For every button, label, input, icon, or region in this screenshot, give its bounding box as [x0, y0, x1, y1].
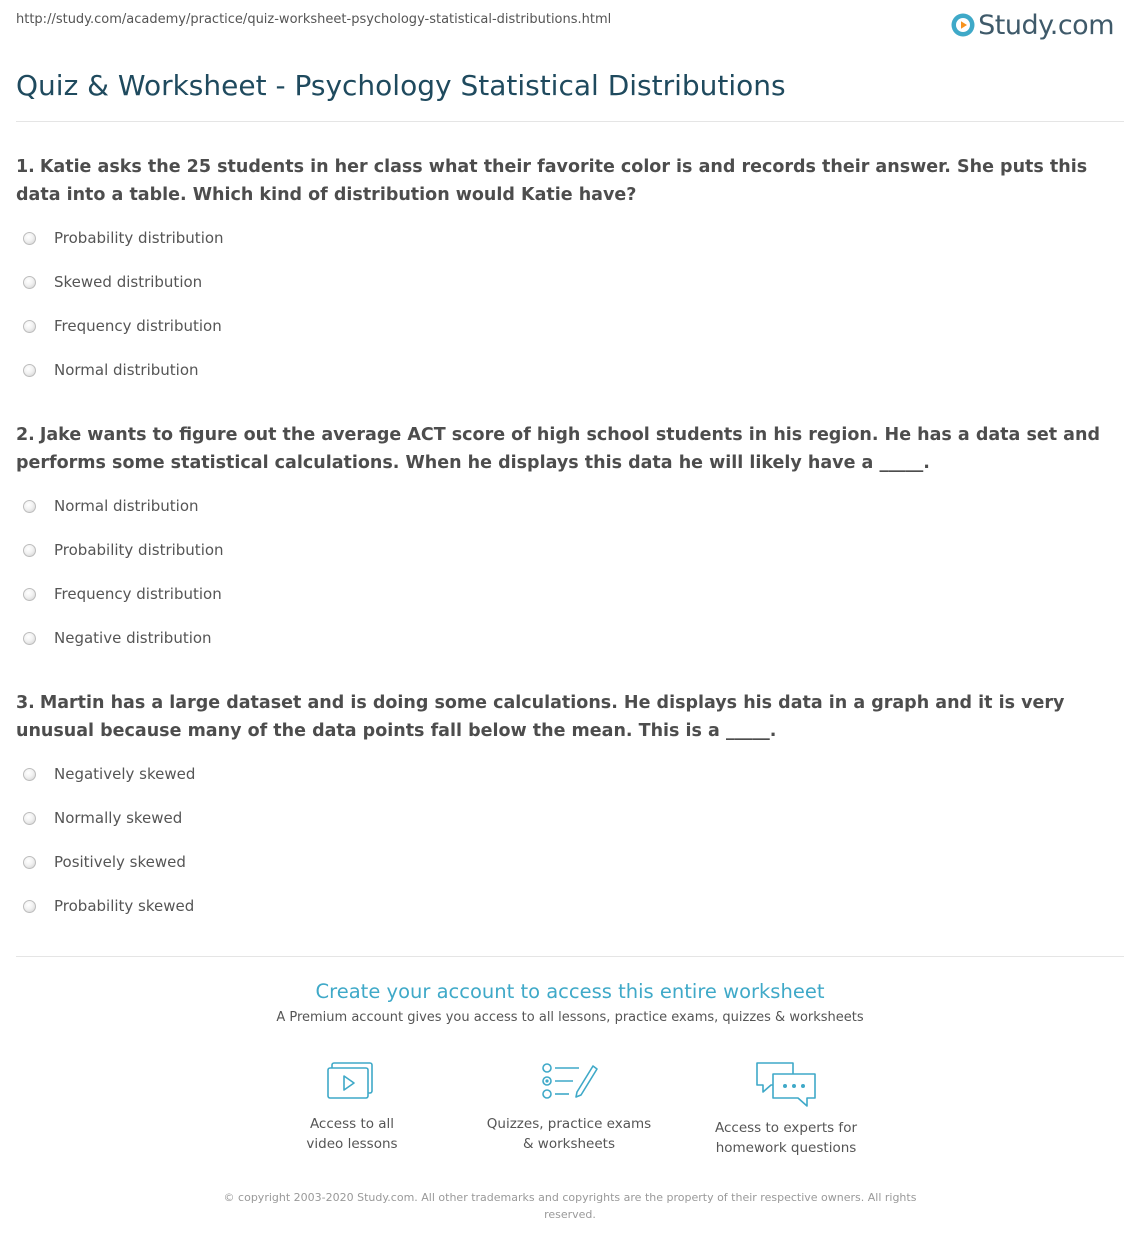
answer-option[interactable]: [16, 260, 1124, 304]
answer-option[interactable]: [16, 216, 1124, 260]
answer-options: [16, 752, 1124, 928]
radio-button[interactable]: [23, 632, 36, 645]
question-body: Martin has a large dataset and is doing some calculations. He displays his data in a graph and it is very unusual because many of the data points fall below the mean. This is a _____.: [16, 693, 1065, 741]
study-logo[interactable]: [951, 8, 1114, 42]
answer-option[interactable]: [16, 884, 1124, 928]
radio-button[interactable]: [23, 500, 36, 513]
copyright-notice: © copyright 2003-2020 Study.com. All other trademarks and copyrights are the property of their respective owners. All rights reserved.: [223, 1191, 917, 1221]
question-1: [16, 153, 1124, 392]
answer-option[interactable]: [16, 796, 1124, 840]
play-circle-icon: [951, 13, 975, 37]
question-number: 3.: [16, 693, 35, 713]
radio-button[interactable]: [23, 232, 36, 245]
answer-label: Normal distribution: [54, 361, 199, 379]
question-text: [16, 689, 1124, 745]
question-2: [16, 421, 1124, 660]
radio-button[interactable]: [23, 544, 36, 557]
answer-label: Probability distribution: [54, 229, 224, 247]
radio-button[interactable]: [23, 856, 36, 869]
answer-label: Negative distribution: [54, 629, 212, 647]
radio-button[interactable]: [23, 768, 36, 781]
question-number: 2.: [16, 425, 35, 445]
radio-button[interactable]: [23, 812, 36, 825]
answer-label: Normal distribution: [54, 497, 199, 515]
answer-label: Probability skewed: [54, 897, 195, 915]
answer-label: Frequency distribution: [54, 585, 222, 603]
feature-label: Access to experts for homework questions: [714, 1120, 857, 1156]
answer-option[interactable]: [16, 840, 1124, 884]
feature-quizzes: [469, 1060, 669, 1154]
answer-label: Positively skewed: [54, 853, 186, 871]
create-account-link[interactable]: Create your account to access this entire worksheet: [315, 980, 825, 1003]
answer-label: Negatively skewed: [54, 765, 196, 783]
radio-button[interactable]: [23, 588, 36, 601]
question-number: 1.: [16, 157, 35, 177]
chat-bubbles-icon: [753, 1060, 819, 1110]
radio-button[interactable]: [23, 276, 36, 289]
answer-option[interactable]: [16, 616, 1124, 660]
answer-option[interactable]: [16, 348, 1124, 392]
question-text: [16, 421, 1124, 477]
page-title: Quiz & Worksheet - Psychology Statistical Distributions: [16, 69, 786, 102]
answer-options: [16, 216, 1124, 392]
logo-text: Study.com: [978, 9, 1114, 41]
title-divider: [16, 121, 1124, 122]
feature-video-lessons: [252, 1060, 452, 1154]
feature-experts: [686, 1060, 886, 1158]
top-bar: [0, 0, 1140, 50]
radio-button[interactable]: [23, 900, 36, 913]
answer-option[interactable]: [16, 572, 1124, 616]
question-3: [16, 689, 1124, 928]
quiz-checklist-icon: [539, 1060, 599, 1106]
radio-button[interactable]: [23, 320, 36, 333]
question-body: Katie asks the 25 students in her class what their favorite color is and records their answer. She puts this data into a table. Which kind of distribution would Katie have?: [16, 157, 1088, 205]
answer-label: Frequency distribution: [54, 317, 222, 335]
cta-divider: [16, 956, 1124, 957]
question-text: [16, 153, 1124, 209]
answer-option[interactable]: [16, 484, 1124, 528]
feature-label: Access to all video lessons: [306, 1116, 398, 1152]
answer-option[interactable]: [16, 528, 1124, 572]
answer-label: Skewed distribution: [54, 273, 203, 291]
answer-options: [16, 484, 1124, 660]
video-lessons-icon: [325, 1060, 379, 1106]
premium-description: A Premium account gives you access to all lessons, practice exams, quizzes & worksheets: [276, 1010, 864, 1025]
question-body: Jake wants to figure out the average ACT score of high school students in his region. He has a data set and performs some statistical calculations. When he displays this data he will likely have a _____.: [16, 425, 1100, 473]
answer-label: Probability distribution: [54, 541, 224, 559]
radio-button[interactable]: [23, 364, 36, 377]
answer-option[interactable]: [16, 304, 1124, 348]
page-url: http://study.com/academy/practice/quiz-worksheet-psychology-statistical-distributions.html: [16, 12, 612, 27]
answer-label: Normally skewed: [54, 809, 183, 827]
answer-option[interactable]: [16, 752, 1124, 796]
feature-label: Quizzes, practice exams & worksheets: [486, 1116, 652, 1152]
